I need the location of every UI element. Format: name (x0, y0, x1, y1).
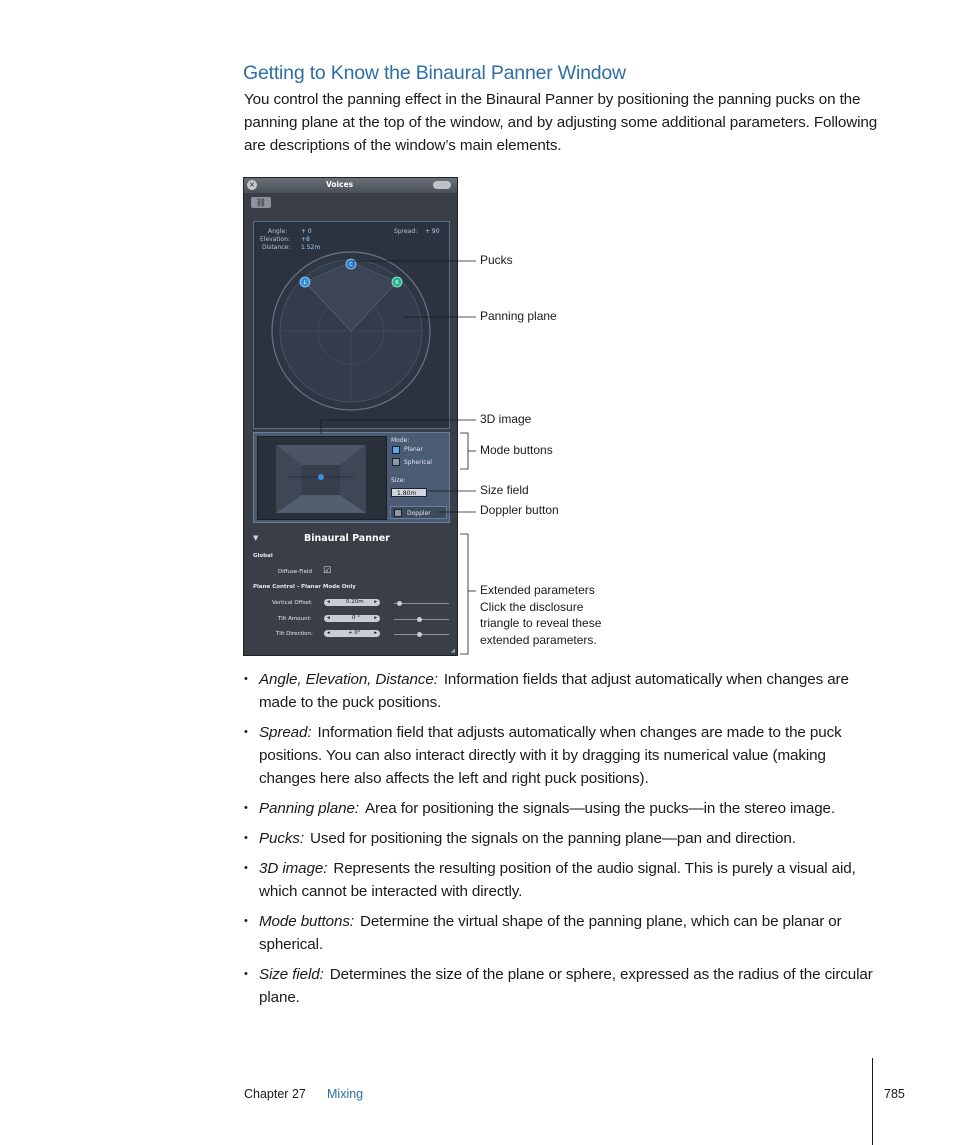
list-item (244, 963, 884, 1009)
plane-control-label: Plane Control - Planar Mode Only (253, 584, 356, 590)
list-item-term: 3D image: (259, 860, 328, 877)
spherical-label: Spherical (404, 459, 432, 466)
callout-size-field: Size field (480, 483, 529, 497)
list-item-term: Pucks: (259, 830, 304, 847)
list-item-text: Determine the virtual shape of the panning plane, which can be planar or spherical. (259, 913, 842, 953)
intro-paragraph: You control the panning effect in the Binaural Panner by positioning the panning pucks on the panning plane at the top of the window, and by adjusting some additional parameters. Following are descriptions of the window’s main elements. (244, 91, 878, 154)
distance-label: Distance: (262, 244, 291, 251)
list-item-text: Information field that adjusts automatically when changes are made to the puck positions. You can also interact directly with it by dragging its numerical value (making changes here also affects the left and right puck positions). (259, 724, 842, 787)
spread-value[interactable]: + 90 (425, 228, 440, 235)
angle-value[interactable]: + 0 (301, 228, 312, 235)
planar-label: Planar (404, 446, 423, 453)
list-item (244, 827, 884, 850)
list-item-text: Used for positioning the signals on the panning plane—pan and direction. (309, 830, 796, 847)
size-label: Size: (391, 477, 406, 484)
mode-label: Mode: (391, 437, 410, 444)
list-item (244, 797, 884, 820)
list-item-term: Spread: (259, 724, 312, 741)
callout-doppler-button: Doppler button (480, 503, 559, 517)
callout-extended-line-2: Click the disclosure (480, 600, 584, 614)
list-item-term: Size field: (259, 966, 324, 983)
decrement-icon[interactable]: ◂ (327, 630, 330, 636)
size-field[interactable]: 1.80m (391, 488, 427, 497)
plugin-name: Binaural Panner (304, 533, 390, 544)
list-item-term: Mode buttons: (259, 913, 354, 930)
window-title: Voices (326, 180, 354, 189)
list-item (244, 910, 884, 956)
list-item (244, 857, 884, 903)
callout-panning-plane: Panning plane (480, 309, 557, 323)
list-item-term: Panning plane: (259, 800, 359, 817)
elevation-label: Elevation: (260, 236, 290, 243)
section-heading: Getting to Know the Binaural Panner Window (243, 62, 626, 84)
global-label: Global (253, 553, 273, 559)
tilt-direction-value: + 0° (348, 630, 361, 636)
svg-text:L: L (303, 280, 307, 286)
close-icon[interactable]: × (248, 180, 256, 189)
increment-icon[interactable]: ▸ (374, 615, 377, 621)
doppler-label: Doppler (407, 510, 431, 517)
distance-value[interactable]: 1.52m (301, 244, 321, 251)
list-item (244, 721, 884, 790)
spread-label: Spread: (394, 228, 418, 235)
list-item (244, 668, 884, 714)
decrement-icon[interactable]: ◂ (327, 615, 330, 621)
decrement-icon[interactable]: ◂ (327, 599, 330, 605)
elevation-value[interactable]: +8 (301, 236, 310, 243)
diffuse-field-checkbox[interactable]: ☑ (323, 566, 332, 576)
callout-3d-image: 3D image (480, 412, 532, 426)
tilt-amount-value: 0 ° (352, 615, 360, 621)
disclosure-triangle-icon[interactable]: ▼ (253, 534, 259, 542)
vertical-offset-label: Vertical Offset: (272, 600, 313, 606)
callout-extended-line-1: Extended parameters (480, 583, 595, 597)
resize-grip-icon[interactable]: ◢ (450, 648, 455, 654)
svg-text:C: C (349, 262, 353, 268)
tilt-direction-label: Tilt Direction: (276, 631, 313, 637)
page-number: 785 (884, 1087, 905, 1101)
callout-mode-buttons: Mode buttons (480, 443, 553, 457)
list-item-text: Represents the resulting position of the audio signal. This is purely a visual aid, which cannot be interacted with directly. (259, 860, 856, 900)
vertical-offset-value: 0.20m (346, 599, 364, 605)
tilt-amount-label: Tilt Amount: (278, 616, 312, 622)
element-descriptions (244, 668, 884, 1016)
increment-icon[interactable]: ▸ (374, 599, 377, 605)
increment-icon[interactable]: ▸ (374, 630, 377, 636)
list-item-text: Area for positioning the signals—using the pucks—in the stereo image. (364, 800, 836, 817)
link-icon[interactable]: ⛓ (251, 197, 271, 208)
footer-section-link[interactable]: Mixing (327, 1087, 364, 1101)
callout-extended-line-3: triangle to reveal these (480, 616, 602, 630)
list-item-term: Angle, Elevation, Distance: (259, 671, 438, 688)
diffuse-field-label: Diffuse-Field (278, 569, 312, 575)
footer-divider (872, 1058, 873, 1145)
callout-extended-line-4: extended parameters. (480, 633, 597, 647)
list-item-text: Information fields that adjust automatically when changes are made to the puck positions. (259, 671, 849, 711)
angle-label: Angle: (268, 228, 288, 235)
footer-chapter: Chapter 27 (244, 1087, 306, 1101)
svg-text:R: R (395, 280, 399, 286)
list-item-text: Determines the size of the plane or sphere, expressed as the radius of the circular plane. (259, 966, 873, 1006)
callout-pucks: Pucks (480, 253, 513, 267)
